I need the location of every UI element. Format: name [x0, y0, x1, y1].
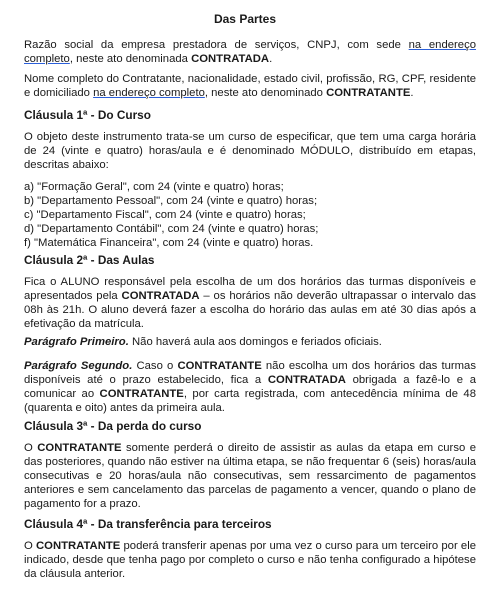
paragraph-lead: Parágrafo Primeiro. [24, 336, 129, 348]
text: , neste ato denominada [69, 53, 192, 65]
paragraph-contratante [24, 72, 476, 100]
document-title: Das Partes [213, 12, 277, 26]
text: não escolha um dos horários das turmas disponíveis até o prazo estabelecido, fica a [24, 360, 476, 386]
paragraph-primeiro [24, 335, 476, 349]
text: obrigada a fazê-lo e a comunicar ao [24, 374, 476, 400]
text: . [269, 53, 273, 65]
list-item: b) "Departamento Pessoal", com 24 (vinte e quatro) horas; [24, 195, 318, 207]
text: O [24, 540, 36, 552]
text: O [24, 442, 38, 454]
text: Razão social da empresa prestadora de serviços, CNPJ, com sede [24, 39, 409, 51]
clause-2-heading: Cláusula 2ª - Das Aulas [24, 253, 155, 267]
clause-2-paragraph [24, 275, 476, 331]
text: , por carta registrada, com antecedência mínima de 48 (quarenta e oito) antes da primeira aula. [24, 388, 476, 414]
text: poderá transferir apenas por uma vez o curso para um terceiro por ele indicado, desde que tenha pago por completo o curso e não tenha configurado a hipótese da cláusula anterior. [24, 540, 476, 580]
paragraph-lead: Parágrafo Segundo. [24, 360, 133, 372]
contratada-term: CONTRATADA [121, 290, 200, 302]
address-placeholder: na endereço completo [93, 87, 205, 99]
contratante-term: CONTRATANTE [177, 360, 262, 372]
text: – os horários não deverão ultrapassar o intervalo das 08h às 21h. O aluno deverá fazer a escolha do horário das aulas em até 30 dias após a efetivação da matrícula. [24, 290, 476, 330]
list-item: a) "Formação Geral", com 24 (vinte e quatro) horas; [24, 181, 284, 193]
contratante-term: CONTRATANTE [37, 442, 122, 454]
paragraph-contratada [24, 38, 476, 66]
contratante-term: CONTRATANTE [326, 87, 411, 99]
contratada-term: CONTRATADA [191, 53, 270, 65]
list-item: c) "Departamento Fiscal", com 24 (vinte e quatro) horas; [24, 209, 306, 221]
clause-1-heading: Cláusula 1ª - Do Curso [24, 108, 151, 122]
text: Nome completo do Contratante, nacionalidade, estado civil, profissão, RG, CPF, residente e domiciliado [24, 73, 476, 99]
list-item: d) "Departamento Contábil", com 24 (vinte e quatro) horas; [24, 223, 319, 235]
contratada-term: CONTRATADA [267, 374, 346, 386]
address-placeholder: na endereço completo [24, 39, 477, 65]
course-stages-list [24, 180, 476, 250]
clause-3-heading: Cláusula 3ª - Da perda do curso [24, 419, 202, 433]
clause-3-paragraph [24, 441, 476, 511]
text: , neste ato denominado [204, 87, 327, 99]
text: Fica o ALUNO responsável pela escolha de um dos horários das turmas disponíveis e apresentados pela [24, 276, 476, 302]
text: somente perderá o direito de assistir as aulas da etapa em curso e das posteriores, quando não estiver na última etapa, se não frequentar 6 (seis) horas/aula consecutivas e 20 horas/aula não consecutivas, sem ressarcimento de pagamentos anteriores e sem cancelamento das parcelas de pagamento a vencer, quando o plano de pagamento for a prazo. [24, 442, 476, 510]
text: . [410, 87, 414, 99]
paragraph-segundo [24, 359, 476, 415]
text: Caso o [132, 360, 178, 372]
clause-4-paragraph [24, 539, 476, 581]
contratante-term: CONTRATANTE [36, 540, 121, 552]
contratante-term: CONTRATANTE [99, 388, 184, 400]
text: Não haverá aula aos domingos e feriados oficiais. [128, 336, 382, 348]
clause-1-paragraph: O objeto deste instrumento trata-se um curso de especificar, que tem uma carga horária de 24 (vinte e quatro) horas/aula e é denominado MÓDULO, distribuído em etapas, descritas abaixo: [24, 131, 476, 171]
list-item: f) "Matemática Financeira", com 24 (vinte e quatro) horas. [24, 237, 314, 249]
clause-4-heading: Cláusula 4ª - Da transferência para terceiros [24, 517, 272, 531]
